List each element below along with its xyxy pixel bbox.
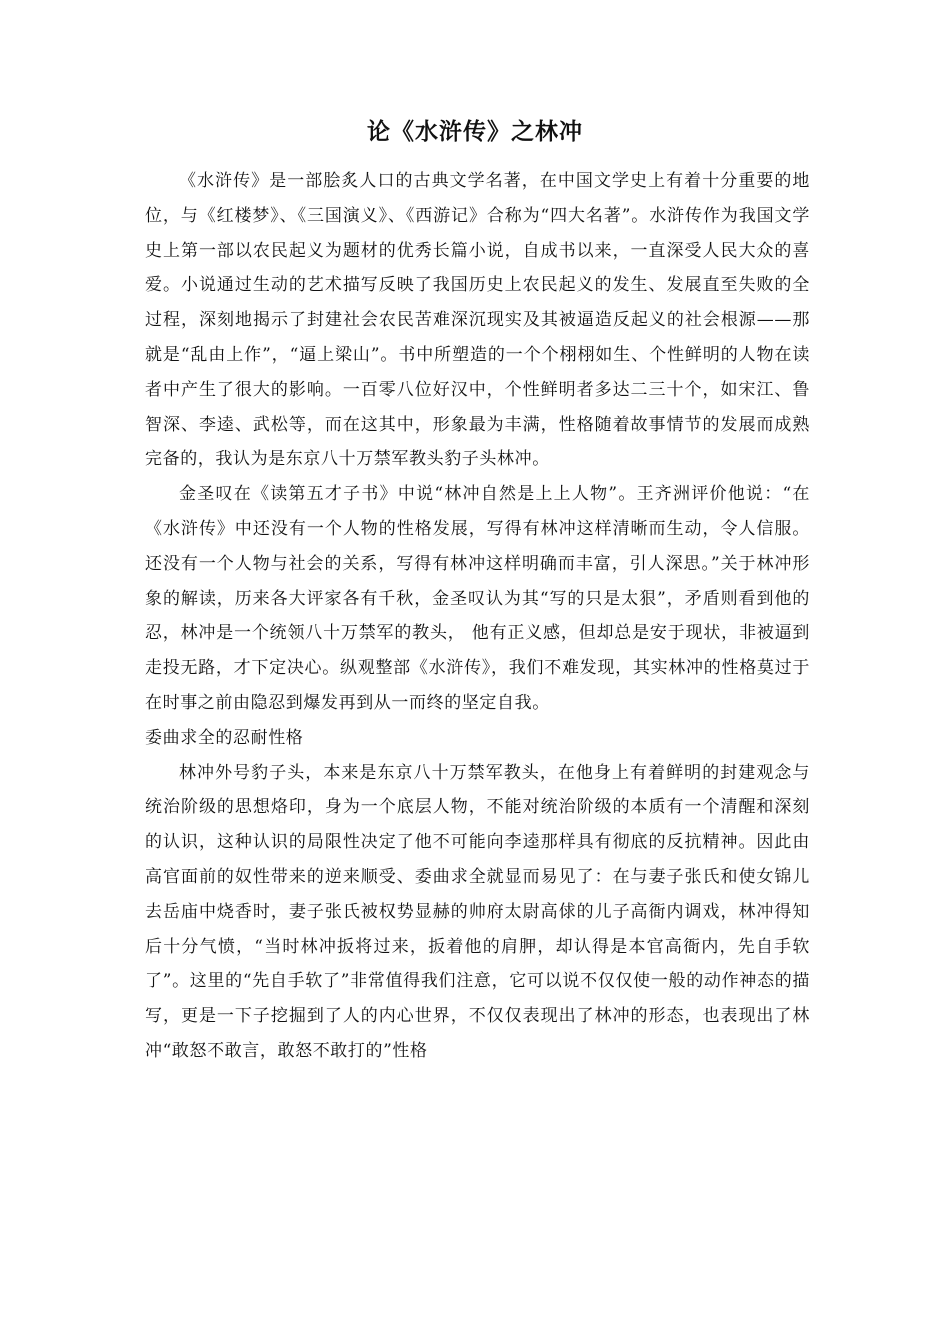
document-body: [145, 164, 810, 1069]
section-heading: 委曲求全的忍耐性格: [145, 727, 304, 748]
paragraph-intro: 《水浒传》是一部脍炙人口的古典文学名著，在中国文学史上有着十分重要的地位，与《红楼梦》、《三国演义》、《西游记》合称为“四大名著”。水浒传作为我国文学史上第一部以农民起义为题材的优秀长篇小说，自成书以来，一直深受人民大众的喜爱。小说通过生动的艺术描写反映了我国历史上农民起义的发生、发展直至失败的全过程，深刻地揭示了封建社会农民苦难深沉现实及其被逼造反起义的社会根源——那就是“乱由上作”，“逼上梁山”。书中所塑造的一个个栩栩如生、个性鲜明的人物在读者中产生了很大的影响。一百零八位好汉中，个性鲜明者多达二三十个，如宋江、鲁智深、李逵、武松等，而在这其中，形象最为丰满，性格随着故事情节的发展而成熟完备的，我认为是东京八十万禁军教头豹子头林冲。: [145, 171, 810, 470]
page-title: 论《水浒传》之林冲: [367, 119, 583, 145]
paragraph-section-one: 林冲外号豹子头，本来是东京八十万禁军教头，在他身上有着鲜明的封建观念与统治阶级的思想烙印，身为一个底层人物，不能对统治阶级的本质有一个清醒和深刻的认识，这种认识的局限性决定了他不可能向李逵那样具有彻底的反抗精神。因此由高官面前的奴性带来的逆来顺受、委曲求全就显而易见了：在与妻子张氏和使女锦儿去岳庙中烧香时，妻子张氏被权势显赫的帅府太尉高俅的儿子高衙内调戏，林冲得知后十分气愤，“当时林冲扳将过来，扳着他的肩胛，却认得是本官高衙内，先自手软了”。这里的“先自手软了”非常值得我们注意，它可以说不仅仅使一般的动作神态的描写，更是一下子挖掘到了人的内心世界，不仅仅表现出了林冲的形态，也表现出了林冲“敢怒不敢言，敢怒不敢打的”性格: [145, 762, 810, 1061]
paragraph-critics: 金圣叹在《读第五才子书》中说“林冲自然是上上人物”。王齐洲评价他说：“在《水浒传》中还没有一个人物的性格发展，写得有林冲这样清晰而生动，令人信服。还没有一个人物与社会的关系，写得有林冲这样明确而丰富，引人深思。”关于林冲形象的解读，历来各大评家各有千秋，金圣叹认为其“写的只是太狠”，矛盾则看到他的忍，林冲是一个统领八十万禁军的教头， 他有正义感，但却总是安于现状，非被逼到走投无路，才下定决心。纵观整部《水浒传》，我们不难发现，其实林冲的性格莫过于在时事之前由隐忍到爆发再到从一而终的坚定自我。: [145, 484, 810, 713]
